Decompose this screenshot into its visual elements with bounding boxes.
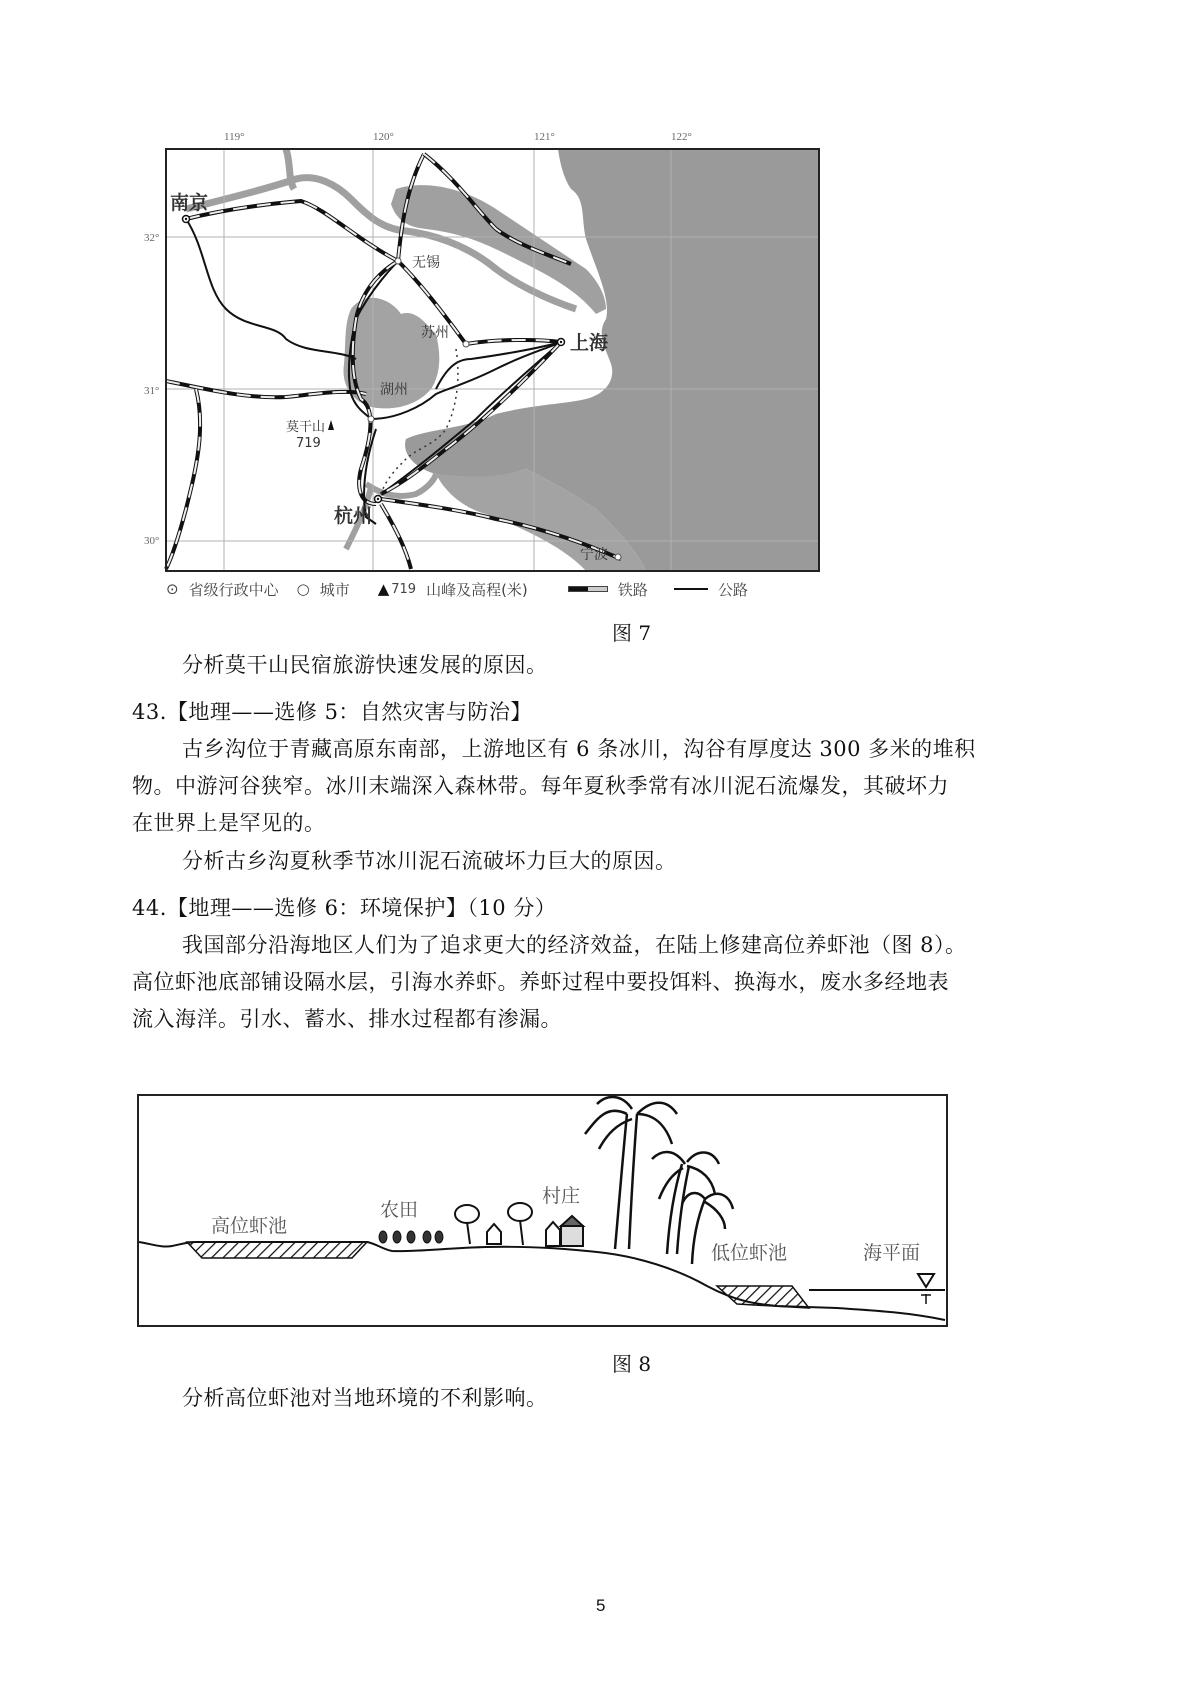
city-label-suzhou: 苏州 xyxy=(421,325,449,341)
figure-8-diagram xyxy=(137,1094,949,1330)
q43-line-3: 在世界上是罕见的。 xyxy=(132,811,326,835)
city-marker-wuxi xyxy=(395,258,401,264)
figure-7-map xyxy=(144,128,830,578)
latitude-label-30: 30° xyxy=(144,535,160,547)
q44-line-2: 高位虾池底部铺设隔水层，引海水养虾。养虾过程中要投饵料、换海水，废水多经地表 xyxy=(132,970,949,994)
q43-title: 43.【地理——选修 5：自然灾害与防治】 xyxy=(132,700,532,724)
city-label-ningbo: 宁波 xyxy=(580,547,608,563)
city-label-huzhou: 湖州 xyxy=(380,382,408,398)
city-marker-ningbo xyxy=(615,554,621,560)
label-village: 村庄 xyxy=(542,1185,581,1207)
page-number: 5 xyxy=(596,1596,606,1615)
mountain-elevation: 719 xyxy=(296,436,321,451)
capital-legend-label: 省级行政中心 xyxy=(188,580,279,599)
q44-title: 44.【地理——选修 6：环境保护】（10 分） xyxy=(132,896,557,920)
figure-8-frame xyxy=(138,1095,947,1326)
label-high-pond: 高位虾池 xyxy=(211,1215,288,1237)
city-legend-icon: ○ xyxy=(296,580,310,598)
q42-prompt: 分析莫干山民宿旅游快速发展的原因。 xyxy=(182,653,548,677)
longitude-label-120: 120° xyxy=(373,131,394,143)
longitude-label-122: 122° xyxy=(671,131,692,143)
latitude-label-31: 31° xyxy=(144,385,160,397)
city-marker-huzhou xyxy=(368,416,374,422)
railway-legend-label: 铁路 xyxy=(617,580,648,599)
figure-8-svg xyxy=(137,1094,949,1330)
map-svg xyxy=(144,128,830,578)
figure-7-caption: 图 7 xyxy=(612,621,652,645)
q44-line-1: 我国部分沿海地区人们为了追求更大的经济效益，在陆上修建高位养虾池（图 8）。 xyxy=(182,933,967,957)
latitude-label-32: 32° xyxy=(144,232,160,244)
city-label-nanjing: 南京 xyxy=(170,192,209,214)
city-legend-label: 城市 xyxy=(319,580,350,599)
q44-line-3: 流入海洋。引水、蓄水、排水过程都有渗漏。 xyxy=(132,1007,562,1031)
longitude-label-119: 119° xyxy=(224,131,245,143)
road-legend-label: 公路 xyxy=(717,580,748,599)
longitude-label-121: 121° xyxy=(534,131,555,143)
railway-legend-icon xyxy=(568,586,608,592)
city-marker-suzhou xyxy=(463,341,469,347)
city-label-wuxi: 无锡 xyxy=(412,255,440,271)
map-legend xyxy=(166,578,826,600)
yangtze-river xyxy=(391,185,606,314)
q43-line-1: 古乡沟位于青藏高原东南部，上游地区有 6 条冰川，沟谷有厚度达 300 多米的堆积 xyxy=(182,737,976,761)
city-label-hangzhou: 杭州 xyxy=(334,505,373,527)
label-farmland: 农田 xyxy=(380,1199,419,1221)
q43-line-2: 物。中游河谷狭窄。冰川末端深入森林带。每年夏秋季常有冰川泥石流爆发，其破坏力 xyxy=(132,774,949,798)
q43-prompt: 分析古乡沟夏秋季节冰川泥石流破坏力巨大的原因。 xyxy=(182,849,677,873)
q44-prompt: 分析高位虾池对当地环境的不利影响。 xyxy=(182,1386,548,1410)
peak-legend-label: 山峰及高程(米) xyxy=(426,580,528,599)
city-label-shanghai: 上海 xyxy=(570,332,609,354)
mountain-label: 莫干山 xyxy=(286,420,326,435)
peak-legend-value: 719 xyxy=(391,581,417,597)
road-legend-icon xyxy=(674,588,708,590)
mountain-peak-icon xyxy=(328,420,334,430)
label-sea-level: 海平面 xyxy=(863,1242,921,1264)
high-pond-shape xyxy=(187,1242,367,1258)
label-low-pond: 低位虾池 xyxy=(711,1242,788,1264)
capital-legend-icon: ⊙ xyxy=(166,580,179,598)
peak-legend-icon: ▲ xyxy=(377,580,390,598)
figure-8-caption: 图 8 xyxy=(612,1352,652,1376)
